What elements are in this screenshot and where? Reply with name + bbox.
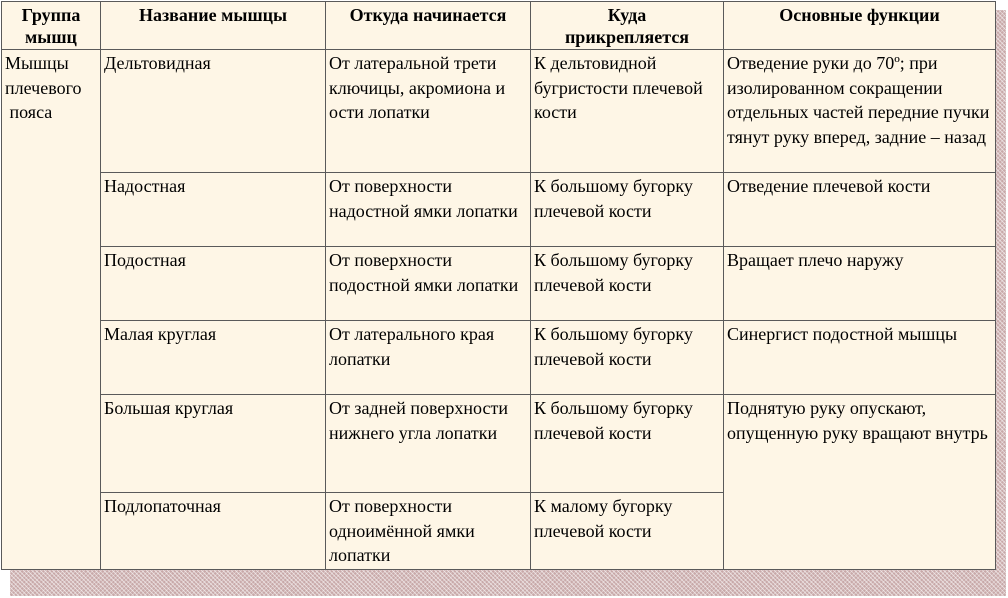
cell-origin: От задней поверхности нижнего угла лопатки [326,395,531,493]
header-insertion-line2: прикрепляется [564,27,690,47]
table-row [2,173,996,247]
group-line1: Мышцы [5,53,69,73]
cell-insertion: К большому бугорку плечевой кости [531,321,724,395]
cell-insertion: К малому бугорку плечевой кости [531,493,724,570]
header-group [2,2,101,50]
table-row [2,247,996,321]
cell-name: Подостная [101,247,326,321]
muscle-table [1,1,996,570]
cell-origin: От латеральной трети ключицы, акромиона и ости лопатки [326,50,531,173]
table-row [2,50,996,173]
cell-functions: Поднятую руку опускают, опущенную руку вращают внутрь [724,395,996,570]
cell-origin: От поверхности подостной ямки лопатки [326,247,531,321]
cell-origin: От поверхности одноимённой ямки лопатки [326,493,531,570]
header-insertion-line1: Куда [607,5,647,25]
table-row [2,395,996,493]
cell-insertion: К большому бугорку плечевой кости [531,395,724,493]
cell-insertion: К большому бугорку плечевой кости [531,173,724,247]
header-group-line2: мышц [25,27,77,47]
group-line2: плечевого [5,77,82,98]
cell-functions: Отведение руки до 70º; при изолированном сокращении отдельных частей передние пучки тянут руку вперед, задние – назад [724,50,996,173]
cell-origin: От поверхности надостной ямки лопатки [326,173,531,247]
header-origin: Откуда начинается [326,2,531,50]
cell-name: Большая круглая [101,395,326,493]
cell-insertion: К дельтовидной бугристости плечевой кости [531,50,724,173]
header-group-line1: Группа [21,5,81,25]
cell-functions: Отведение плечевой кости [724,173,996,247]
cell-name: Малая круглая [101,321,326,395]
cell-origin: От латерального края лопатки [326,321,531,395]
cell-name: Дельтовидная [101,50,326,173]
cell-functions: Синергист подостной мышцы [724,321,996,395]
group-line3: пояса [5,102,53,122]
group-cell [2,50,101,570]
header-name: Название мышцы [101,2,326,50]
cell-name: Подлопаточная [101,493,326,570]
cell-name: Надостная [101,173,326,247]
header-insertion [531,2,724,50]
cell-insertion: К большому бугорку плечевой кости [531,247,724,321]
table-row [2,321,996,395]
header-functions: Основные функции [724,2,996,50]
cell-functions: Вращает плечо наружу [724,247,996,321]
table-header-row [2,2,996,50]
